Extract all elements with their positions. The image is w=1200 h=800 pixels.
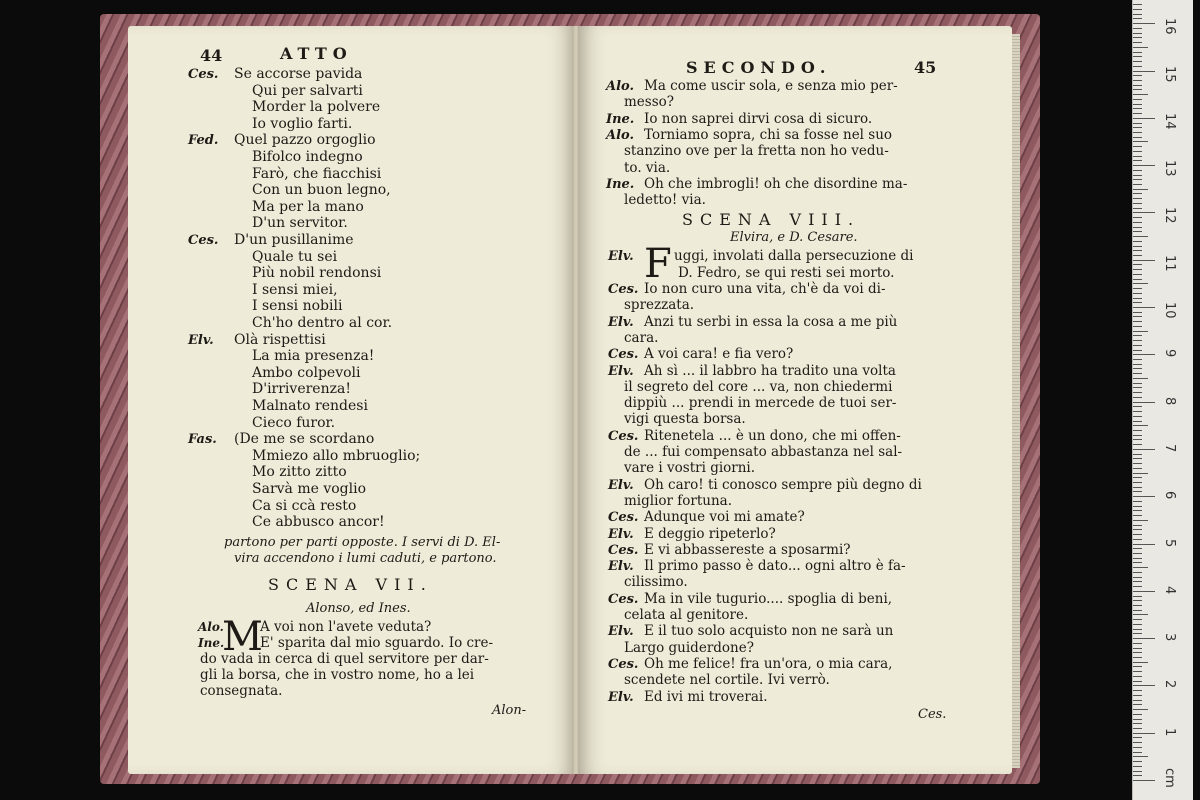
ruler-tick <box>1133 430 1142 431</box>
verse-line: Mo zitto zitto <box>252 464 347 481</box>
ruler-number: 6 <box>1162 491 1177 500</box>
ruler-tick <box>1133 581 1142 582</box>
ruler-tick <box>1133 567 1148 568</box>
verse-line: Ca si ccà resto <box>252 497 357 514</box>
speaker-label: Alo. <box>606 127 634 143</box>
prose-line: Largo guiderdone? <box>624 639 754 656</box>
ruler-number: 14 <box>1162 112 1177 130</box>
ruler-tick <box>1133 392 1142 393</box>
ruler-tick <box>1133 203 1142 204</box>
ruler-tick <box>1133 491 1142 492</box>
stage-direction: vira accendono i lumi caduti, e partono. <box>234 550 497 566</box>
ruler-tick <box>1133 728 1142 729</box>
ruler-number: 5 <box>1162 538 1177 547</box>
ruler-tick <box>1133 515 1142 516</box>
prose-line: consegnata. <box>200 682 283 699</box>
ruler-tick <box>1133 468 1142 469</box>
ruler-tick <box>1133 236 1148 237</box>
ruler-tick <box>1133 151 1142 152</box>
ruler-tick <box>1133 260 1155 261</box>
ruler-tick <box>1133 633 1142 634</box>
ruler-tick <box>1133 709 1148 710</box>
prose-line: Oh me felice! fra un'ora, o mia cara, <box>644 655 893 672</box>
scene-characters: Alonso, ed Ines. <box>306 600 411 616</box>
ruler-tick <box>1133 586 1142 587</box>
ruler-tick <box>1133 421 1142 422</box>
speaker-label: Elv. <box>608 314 634 330</box>
ruler-number: 4 <box>1162 585 1177 595</box>
ruler-number: 8 <box>1162 396 1177 405</box>
ruler-tick <box>1133 454 1142 455</box>
prose-line: Anzi tu serbi in essa la cosa a me più <box>644 313 898 330</box>
speaker-label: Elv. <box>188 332 214 348</box>
prose-line: gli la borsa, che in vostro nome, ho a lei <box>200 666 475 683</box>
ruler-tick <box>1133 123 1142 124</box>
ruler-tick <box>1133 316 1142 317</box>
verse-line: Malnato rendesi <box>252 398 368 414</box>
ruler-tick <box>1133 411 1142 412</box>
scene-characters: Elvira, e D. Cesare. <box>730 230 858 246</box>
ruler-tick <box>1133 4 1142 5</box>
ruler-tick <box>1133 747 1142 748</box>
ruler-number: 3 <box>1162 633 1177 642</box>
page-number: 45 <box>914 58 937 77</box>
prose-line: cara. <box>624 329 659 346</box>
ruler-tick <box>1133 643 1142 644</box>
verse-line: I sensi miei, <box>252 281 338 298</box>
ruler-number: 10 <box>1162 302 1177 319</box>
ruler-tick <box>1133 312 1142 313</box>
ruler-tick <box>1133 572 1142 573</box>
verse-line: I sensi nobili <box>252 298 343 315</box>
ruler-tick <box>1133 146 1142 147</box>
ruler-tick <box>1133 340 1142 341</box>
ruler-tick <box>1133 676 1142 677</box>
prose-line: D. Fedro, se qui resti sei morto. <box>678 264 895 281</box>
ruler-tick <box>1133 321 1142 322</box>
ruler-number: 9 <box>1162 349 1177 358</box>
ruler-tick <box>1133 383 1142 384</box>
ruler-tick <box>1133 264 1142 265</box>
verse-line: Morder la polvere <box>252 99 381 116</box>
ruler-tick <box>1133 548 1142 549</box>
prose-line: uggi, involati dalla persecuzione di <box>674 248 914 265</box>
ruler-tick <box>1133 671 1142 672</box>
speaker-label: Ces. <box>608 591 639 607</box>
speaker-label: Ine. <box>198 635 225 650</box>
ruler-tick <box>1133 525 1142 526</box>
prose-line: sprezzata. <box>624 297 695 314</box>
verse-line: Più nobil rendonsi <box>252 265 382 282</box>
ruler-number: 7 <box>1162 443 1177 453</box>
ruler-tick <box>1133 42 1142 43</box>
ruler-tick <box>1133 619 1142 620</box>
ruler-tick <box>1133 288 1142 289</box>
prose-line: Ma come uscir sola, e senza mio per- <box>644 78 898 94</box>
left-page <box>128 26 575 774</box>
ruler-tick <box>1133 208 1142 209</box>
ruler-tick <box>1133 700 1142 701</box>
drop-capital: F <box>644 241 672 288</box>
ruler-tick <box>1133 184 1142 185</box>
ruler-tick <box>1133 94 1148 95</box>
prose-line: Oh che imbrogli! oh che disordine ma- <box>644 175 908 192</box>
ruler-tick <box>1133 80 1142 81</box>
prose-line: vigi questa borsa. <box>624 411 746 428</box>
verse-line: Io voglio farti. <box>252 115 353 132</box>
ruler-tick <box>1133 752 1142 753</box>
ruler-tick <box>1133 189 1148 190</box>
ruler-tick <box>1133 231 1142 232</box>
ruler-tick <box>1133 33 1142 34</box>
ruler-tick <box>1133 255 1142 256</box>
prose-line: miglior fortuna. <box>624 492 732 509</box>
prose-line: cilissimo. <box>624 574 688 591</box>
ruler-tick <box>1133 596 1142 597</box>
ruler-tick <box>1133 113 1142 114</box>
ruler-tick <box>1133 108 1142 109</box>
ruler-tick <box>1133 274 1142 275</box>
ruler-tick <box>1133 378 1148 379</box>
prose-line: celata al genitore. <box>624 607 749 623</box>
verse-line: Qui per salvarti <box>252 82 363 99</box>
measuring-ruler <box>1132 0 1193 800</box>
ruler-tick <box>1133 118 1155 119</box>
ruler-tick <box>1133 373 1142 374</box>
ruler-tick <box>1133 681 1142 682</box>
verse-line: (De me se scordano <box>234 431 375 448</box>
verse-line: Quel pazzo orgoglio <box>234 132 376 149</box>
ruler-tick <box>1133 368 1142 369</box>
ruler-tick <box>1133 766 1142 767</box>
verse-line: Bifolco indegno <box>252 149 363 165</box>
ruler-tick <box>1133 307 1155 308</box>
ruler-unit: cm <box>1162 768 1177 788</box>
ruler-tick <box>1133 416 1142 417</box>
speaker-label: Elv. <box>608 526 634 542</box>
verse-line: Ma per la mano <box>252 198 364 215</box>
verse-line: Sarvà me voglio <box>252 481 367 497</box>
ruler-number: 13 <box>1162 160 1177 177</box>
ruler-tick <box>1133 439 1142 440</box>
prose-line: stanzino ove per la fretta non ho vedu- <box>624 143 889 160</box>
ruler-tick <box>1133 605 1142 606</box>
ruler-tick <box>1133 690 1142 691</box>
ruler-tick <box>1133 222 1142 223</box>
ruler-tick <box>1133 510 1142 511</box>
ruler-tick <box>1133 52 1142 53</box>
ruler-tick <box>1133 179 1142 180</box>
ruler-tick <box>1133 279 1142 280</box>
ruler-tick <box>1133 614 1148 615</box>
verse-line: D'irriverenza! <box>252 381 351 398</box>
ruler-tick <box>1133 175 1142 176</box>
ruler-number: 12 <box>1162 207 1177 224</box>
ruler-tick <box>1133 482 1142 483</box>
ruler-tick <box>1133 326 1142 327</box>
ruler-tick <box>1133 66 1142 67</box>
ruler-tick <box>1133 558 1142 559</box>
ruler-tick <box>1133 506 1142 507</box>
prose-line: ledetto! via. <box>624 192 706 209</box>
prose-line: Ma in vile tugurio.... spoglia di beni, <box>644 590 893 607</box>
ruler-tick <box>1133 406 1142 407</box>
ruler-tick <box>1133 501 1142 502</box>
ruler-tick <box>1133 591 1155 592</box>
verse-line: Ce abbusco ancor! <box>252 514 385 531</box>
prose-line: do vada in cerca di quel servitore per dar- <box>200 650 489 667</box>
ruler-tick <box>1133 695 1142 696</box>
verse-line: Cieco furor. <box>252 414 336 431</box>
ruler-tick <box>1133 444 1142 445</box>
ruler-tick <box>1133 156 1142 157</box>
prose-line: Ah sì ... il labbro ha tradito una volta <box>644 362 896 379</box>
ruler-tick <box>1133 704 1142 705</box>
ruler-tick <box>1133 638 1155 639</box>
ruler-tick <box>1133 761 1142 762</box>
ruler-tick <box>1133 56 1142 57</box>
prose-line: A voi non l'avete veduta? <box>260 618 432 635</box>
ruler-tick <box>1133 298 1142 299</box>
prose-line: il segreto del core ... va, non chiedermi <box>624 378 893 395</box>
ruler-tick <box>1133 771 1142 772</box>
ruler-tick <box>1133 458 1142 459</box>
ruler-tick <box>1133 99 1142 100</box>
speaker-label: Elv. <box>608 249 634 265</box>
ruler-tick <box>1133 534 1142 535</box>
ruler-tick <box>1133 473 1148 474</box>
ruler-tick <box>1133 737 1142 738</box>
ruler-tick <box>1133 283 1148 284</box>
ruler-tick <box>1133 652 1142 653</box>
prose-line: dippiù ... prendi in mercede de tuoi ser- <box>624 395 897 412</box>
speaker-label: Elv. <box>608 559 634 575</box>
ruler-tick <box>1133 553 1142 554</box>
ruler-tick <box>1133 562 1142 563</box>
ruler-tick <box>1133 9 1142 10</box>
running-header: SECONDO. <box>686 58 832 77</box>
running-header: ATTO <box>280 44 353 63</box>
ruler-tick <box>1133 350 1142 351</box>
prose-line: Oh caro! ti conosco sempre più degno di <box>644 476 922 493</box>
ruler-tick <box>1133 132 1142 133</box>
ruler-tick <box>1133 141 1148 142</box>
speaker-label: Fas. <box>188 432 217 448</box>
ruler-tick <box>1133 269 1142 270</box>
prose-line: Torniamo sopra, chi sa fosse nel suo <box>644 126 893 143</box>
stage-direction: partono per parti opposte. I servi di D. El- <box>224 534 501 550</box>
speaker-label: Ces. <box>608 428 639 444</box>
ruler-tick <box>1133 733 1155 734</box>
prose-line: E il tuo solo acquisto non ne sarà un <box>644 623 894 640</box>
ruler-tick <box>1133 37 1142 38</box>
catchword: Alon- <box>492 702 527 718</box>
ruler-tick <box>1133 127 1142 128</box>
ruler-tick <box>1133 160 1142 161</box>
speaker-label: Ces. <box>608 282 639 297</box>
ruler-tick <box>1133 780 1155 781</box>
prose-line: to. via. <box>624 159 671 176</box>
prose-line: Io non saprei dirvi cosa di sicuro. <box>644 110 873 127</box>
ruler-number: 15 <box>1162 65 1177 83</box>
ruler-tick <box>1133 165 1155 166</box>
prose-line: Ritenetela ... è un dono, che mi offen- <box>644 427 901 444</box>
page-number: 44 <box>200 46 223 65</box>
ruler-tick <box>1133 85 1142 86</box>
speaker-label: Ces. <box>608 510 639 526</box>
ruler-tick <box>1133 397 1142 398</box>
ruler-tick <box>1133 227 1142 228</box>
ruler-tick <box>1133 387 1142 388</box>
ruler-tick <box>1133 714 1142 715</box>
ruler-tick <box>1133 241 1142 242</box>
ruler-tick <box>1133 520 1148 521</box>
ruler-tick <box>1133 629 1142 630</box>
prose-line: Adunque voi mi amate? <box>644 509 805 526</box>
drop-capital: M <box>222 613 263 660</box>
ruler-tick <box>1133 539 1142 540</box>
ruler-tick <box>1133 104 1142 105</box>
ruler-tick <box>1133 775 1142 776</box>
ruler-number: 11 <box>1162 254 1177 272</box>
ruler-tick <box>1133 345 1142 346</box>
speaker-label: Alo. <box>606 79 634 94</box>
ruler-tick <box>1133 71 1155 72</box>
ruler-tick <box>1133 246 1142 247</box>
ruler-tick <box>1133 425 1148 426</box>
verse-line: Se accorse pavida <box>234 66 363 82</box>
ruler-tick <box>1133 496 1155 497</box>
ruler-tick <box>1133 302 1142 303</box>
prose-line: Io non curo una vita, ch'è da voi di- <box>644 281 886 297</box>
scene-title: SCENA VII. <box>268 574 433 594</box>
ruler-tick <box>1133 293 1142 294</box>
ruler-tick <box>1133 89 1142 90</box>
ruler-tick <box>1133 723 1142 724</box>
ruler-tick <box>1133 193 1142 194</box>
ruler-number: 2 <box>1162 680 1177 689</box>
ruler-tick <box>1133 477 1142 478</box>
ruler-tick <box>1133 18 1142 19</box>
ruler-tick <box>1133 250 1142 251</box>
prose-line: de ... fui compensato abbastanza nel sal- <box>624 444 903 460</box>
prose-line: E vi abbassereste a sposarmi? <box>644 541 851 558</box>
speaker-label: Elv. <box>608 477 634 493</box>
ruler-tick <box>1133 198 1142 199</box>
speaker-label: Elv. <box>608 363 634 379</box>
prose-line: messo? <box>624 94 675 111</box>
scene-title: SCENA VIII. <box>682 210 861 230</box>
ruler-tick <box>1133 610 1142 611</box>
ruler-tick <box>1133 529 1142 530</box>
speaker-label: Ine. <box>606 176 635 192</box>
ruler-tick <box>1133 487 1142 488</box>
verse-line: Quale tu sei <box>252 248 338 265</box>
ruler-tick <box>1133 402 1155 403</box>
speaker-label: Ces. <box>608 347 639 363</box>
prose-line: E deggio ripeterlo? <box>644 525 776 542</box>
ruler-tick <box>1133 449 1155 450</box>
ruler-tick <box>1133 14 1142 15</box>
ruler-tick <box>1133 624 1142 625</box>
ruler-tick <box>1133 648 1142 649</box>
ruler-tick <box>1133 212 1155 213</box>
prose-line: Il primo passo è dato... ogni altro è fa- <box>644 558 906 575</box>
verse-line: Ch'ho dentro al cor. <box>252 315 393 331</box>
ruler-tick <box>1133 600 1142 601</box>
ruler-tick <box>1133 331 1148 332</box>
ruler-tick <box>1133 719 1142 720</box>
speaker-label: Fed. <box>188 133 219 149</box>
prose-line: vare i vostri giorni. <box>624 460 756 477</box>
prose-line: A voi cara! e fia vero? <box>644 346 794 363</box>
ruler-tick <box>1133 666 1142 667</box>
prose-line: Ed ivi mi troverai. <box>644 688 768 705</box>
ruler-tick <box>1133 577 1142 578</box>
ruler-tick <box>1133 61 1142 62</box>
ruler-tick <box>1133 657 1142 658</box>
page-edges <box>1012 34 1020 768</box>
ruler-tick <box>1133 23 1155 24</box>
ruler-tick <box>1133 662 1148 663</box>
ruler-tick <box>1133 28 1142 29</box>
ruler-tick <box>1133 170 1142 171</box>
verse-line: Con un buon legno, <box>252 182 391 199</box>
speaker-label: Alo. <box>198 619 224 634</box>
ruler-tick <box>1133 335 1142 336</box>
ruler-number: 16 <box>1162 18 1177 35</box>
verse-line: La mia presenza! <box>252 348 375 365</box>
ruler-tick <box>1133 47 1148 48</box>
ruler-tick <box>1133 435 1142 436</box>
speaker-label: Ces. <box>608 656 639 672</box>
verse-line: Farò, che fiacchisi <box>252 165 382 182</box>
ruler-tick <box>1133 75 1142 76</box>
ruler-tick <box>1133 742 1142 743</box>
right-page <box>578 26 1012 774</box>
ruler-tick <box>1133 463 1142 464</box>
ruler-tick <box>1133 137 1142 138</box>
ruler-tick <box>1133 364 1142 365</box>
speaker-label: Elv. <box>608 689 634 705</box>
verse-line: Ambo colpevoli <box>252 364 361 381</box>
ruler-tick <box>1133 685 1155 686</box>
ruler-tick <box>1133 359 1142 360</box>
speaker-label: Ces. <box>188 67 219 82</box>
ruler-tick <box>1133 354 1155 355</box>
ruler-number: 1 <box>1162 727 1177 736</box>
verse-line: Olà rispettisi <box>234 331 326 348</box>
verse-line: D'un pusillanime <box>234 232 354 248</box>
prose-line: E' sparita dal mio sguardo. Io cre- <box>260 634 494 651</box>
ruler-tick <box>1133 217 1142 218</box>
prose-line: scendete nel cortile. Ivi verrò. <box>624 672 830 689</box>
speaker-label: Ces. <box>608 542 639 558</box>
ruler-tick <box>1133 544 1155 545</box>
speaker-label: Elv. <box>608 624 634 640</box>
speaker-label: Ine. <box>606 111 635 127</box>
speaker-label: Ces. <box>188 233 219 248</box>
verse-line: Mmiezo allo mbruoglio; <box>252 447 421 464</box>
verse-line: D'un servitor. <box>252 215 348 232</box>
catchword: Ces. <box>918 706 947 722</box>
ruler-tick <box>1133 756 1148 757</box>
